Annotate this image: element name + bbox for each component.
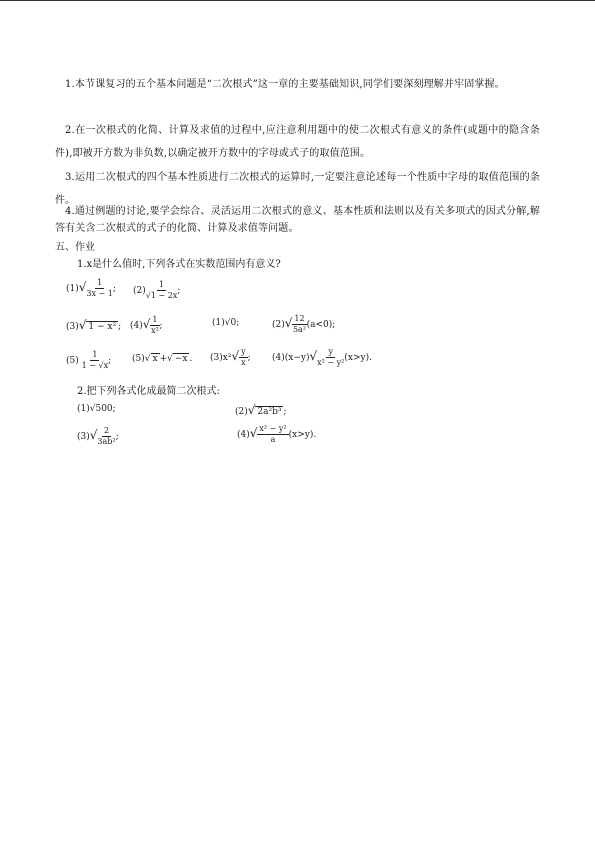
formula-q1-4: (4)√ $\frac{1}{\text{x²}}$ ; — [130, 315, 163, 335]
homework-question-2: 2.把下列各式化成最简二次根式: — [77, 386, 220, 397]
formula-q2-2: (2)√ 2a²b³ ; — [235, 403, 287, 417]
homework-section-title: 五、作业 — [55, 242, 95, 253]
formula-r2: (2)√ $\frac{12}{\text{5a²}}$ (a<0); — [272, 314, 336, 334]
formula-q1-2: (2) $\frac{1}{√1 - 2x}$ ; — [133, 280, 181, 300]
formula-q2-1: (1)√500; — [77, 404, 116, 414]
formula-q1-1: (1)√ $\frac{1}{3x - 1}$ ; — [66, 278, 116, 298]
summary-point-4: 4.通过例题的讨论,要学会综合、灵活运用二次根式的意义、基本性质和法则以及有关多项式的因式分解,解答有关含二次根式的式子的化简、计算及求值等问题。 — [55, 206, 540, 234]
formula-r4: (4)(x−y)√ $\frac{y}{\text{x² − y²}}$ (x>y). — [272, 347, 372, 367]
top-rule — [0, 0, 595, 1]
summary-point-1: 1.本节课复习的五个基本问题是“二次根式”这一章的主要基础知识,同学们要深刻理解并牢固掌握。 — [65, 79, 505, 90]
formula-q2-4: (4)√ $\frac{\text{x² − y²}}{a}$ (x>y). — [237, 424, 317, 444]
formula-q2-3: (3)√ $\frac{2}{\text{3ab²}}$ ; — [77, 426, 119, 446]
formula-r3: (3)x²√ $\frac{y}{x}$ ; — [210, 347, 251, 367]
formula-q1-6: (5)√ x +√ −x . — [132, 354, 193, 364]
formula-r1: (1)√0; — [212, 318, 240, 328]
homework-question-1: 1.x是什么值时,下列各式在实数范围内有意义? — [77, 259, 281, 270]
formula-q1-5: (5) $\frac{1}{1 - √x}$ ; — [66, 350, 112, 370]
formula-q1-3: (3)√ 1 − x² ; — [66, 318, 122, 332]
summary-point-3: 3.运用二次根式的四个基本性质进行二次根式的运算时,一定要注意论述每一个性质中字母的取值范围的条件。 — [55, 172, 540, 206]
summary-point-2: 2.在一次根式的化简、计算及求值的过程中,应注意利用题中的使二次根式有意义的条件(或题中的隐含条件),即被开方数为非负数,以确定被开方数中的字母或式子的取值范围。 — [55, 125, 540, 159]
